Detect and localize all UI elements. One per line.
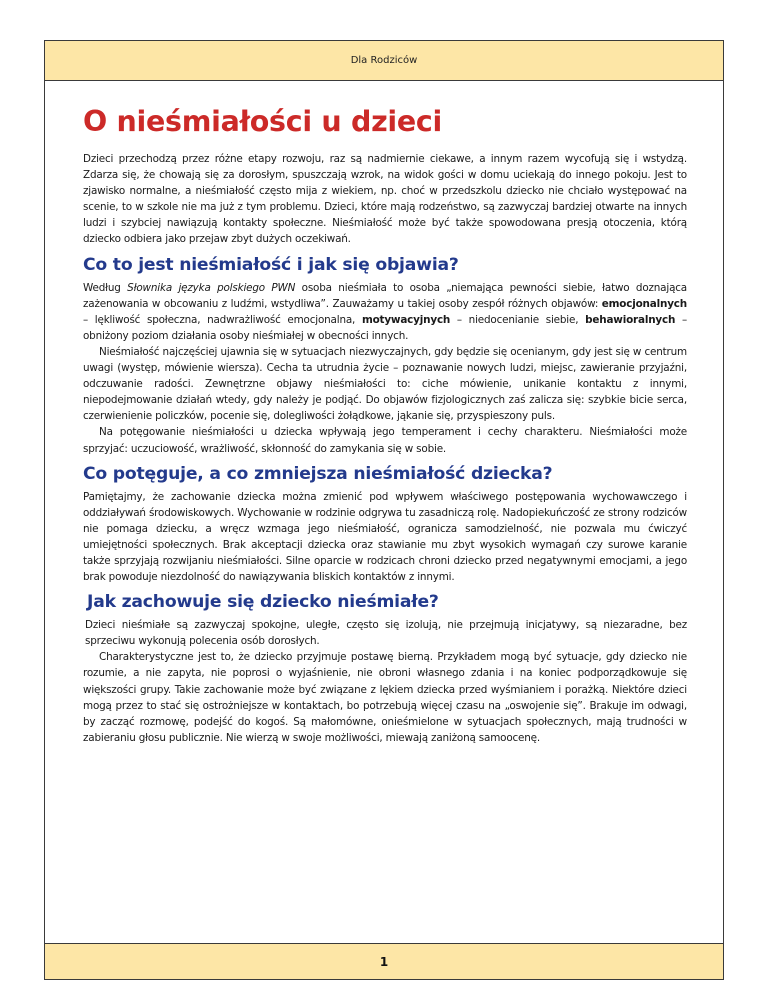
intro-paragraph: Dzieci przechodzą przez różne etapy rozwoju, raz są nadmiernie ciekawe, a innym razem wycofują się i wstydzą. Zdarza się, że chowają się za dorosłym, spuszczają wzrok, na widok gości w domu uciekają do innego pokoju. Jest to zjawisko normalne, a nieśmiałość często mija z wiekiem, np. choć w przedszkolu dziecko nie chciało występować na scenie, to w szkole nie ma już z tym problemu. Dzieci, które mają rodzeństwo, są zazwyczaj bardziej otwarte na innych ludzi i szybciej nawiązują kontakty społeczne. Nieśmiałość może być także spowodowana presją otoczenia, którą dziecko odbiera jako przejaw zbyt dużych oczekiwań. [83, 153, 687, 246]
section3-paragraph-2: Charakterystyczne jest to, że dziecko przyjmuje postawę bierną. Przykładem mogą być sytuacje, gdy dziecko nie rozumie, a nie zapyta, nie poprosi o wyjaśnienie, nie obroni własnego zdania i na koniec podporządkowuje się większości grupy. Takie zachowanie może być związane z lękiem dziecka przed wyśmianiem i porażką. Niektóre dzieci mogą przez to stać się ostrożniejsze w kontaktach, bo potrzebują więcej czasu na „oswojenie się”. Brakuje im odwagi, by zacząć rozmowę, podejść do kogoś. Są małomówne, onieśmielone w sytuacjach społecznych, mają trudności w zabieraniu głosu publicznie. Nie wierzą w swoje możliwości, miewają zaniżoną samoocenę. [83, 651, 687, 744]
section2-paragraph-1: Pamiętajmy, że zachowanie dziecka można zmienić pod wpływem właściwego postępowania wychowawczego i oddziaływań środowiskowych. Wychowanie w rodzinie odgrywa tu zasadniczą rolę. Nadopiekuńczość ze strony rodziców nie pomaga dziecku, a wręcz wzmaga jego nieśmiałość, ogranicza samodzielność, nie pozwala mu ćwiczyć umiejętności społecznych. Brak akceptacji dziecka oraz stawianie mu zbyt wysokich wymagań czy surowe karanie także sprzyjają rozwijaniu nieśmiałości. Silne oparcie w rodzicach chroni dziecko przed negatywnymi emocjami, a jego brak powoduje niezdolność do nawiązywania bliskich kontaktów z innymi. [83, 490, 687, 584]
header-band [45, 41, 723, 81]
term-behavioral: behawioralnych [585, 313, 676, 326]
page-number: 1 [379, 954, 389, 969]
section-heading-what-is-shyness: Co to jest nieśmiałość i jak się objawia? [83, 254, 459, 275]
article-content [83, 105, 687, 746]
header-label: Dla Rodziców [350, 55, 418, 66]
article-title: O nieśmiałości u dzieci [83, 105, 442, 138]
section-heading-shy-child-behavior: Jak zachowuje się dziecko nieśmiałe? [87, 592, 439, 613]
section1-paragraph-3: Na potęgowanie nieśmiałości u dziecka wpływają jego temperament i cechy charakteru. Nieśmiałości może sprzyjać: uczuciowość, wrażliwość, skłonność do zamykania się w sobie. [83, 426, 687, 455]
page-frame [44, 40, 724, 980]
section1-paragraph-1 [83, 280, 687, 344]
section3-paragraph-1: Dzieci nieśmiałe są zazwyczaj spokojne, uległe, często się izolują, nie przejmują inicjatywy, są niezaradne, bez sprzeciwu wykonują polecenia osób dorosłych. [85, 619, 687, 648]
section-heading-what-increases-shyness: Co potęguje, a co zmniejsza nieśmiałość dziecka? [83, 463, 553, 484]
term-motivational: motywacyjnych [361, 313, 451, 326]
text-run: osoba nieśmiała to osoba „niemająca pewności siebie, łatwo doznająca zażenowania w obcowaniu z ludźmi, wstydliwa”. Zauważamy u takiej osoby zespół różnych objawów: [83, 281, 687, 310]
term-emotional: emocjonalnych [601, 297, 687, 310]
text-run: – niedocenianie siebie, [450, 313, 586, 326]
text-run: – obniżony poziom działania osoby nieśmiałej w obecności innych. [83, 313, 688, 342]
text-run: Według [83, 281, 128, 294]
dictionary-title: Słownika języka polskiego PWN [127, 281, 296, 294]
text-run: – lękliwość społeczna, nadwrażliwość emocjonalna, [83, 313, 362, 326]
footer-band [45, 943, 723, 979]
section1-paragraph-2: Nieśmiałość najczęściej ujawnia się w sytuacjach niezwyczajnych, gdy będzie się ocenianym, gdy jest się w centrum uwagi (występ, mówienie wiersza). Cecha ta utrudnia życie – poznawanie nowych ludzi, miejsc, zawieranie przyjaźni, odczuwanie radości. Zewnętrzne objawy nieśmiałości to: ciche mówienie, unikanie kontaktu z innymi, niepodejmowanie działań wtedy, gdy należy je podjąć. Do objawów fizjologicznych zaś zalicza się: szybkie bicie serca, czerwienienie policzków, pocenie się, dolegliwości żołądkowe, jąkanie się, przyspieszony puls. [83, 345, 687, 423]
